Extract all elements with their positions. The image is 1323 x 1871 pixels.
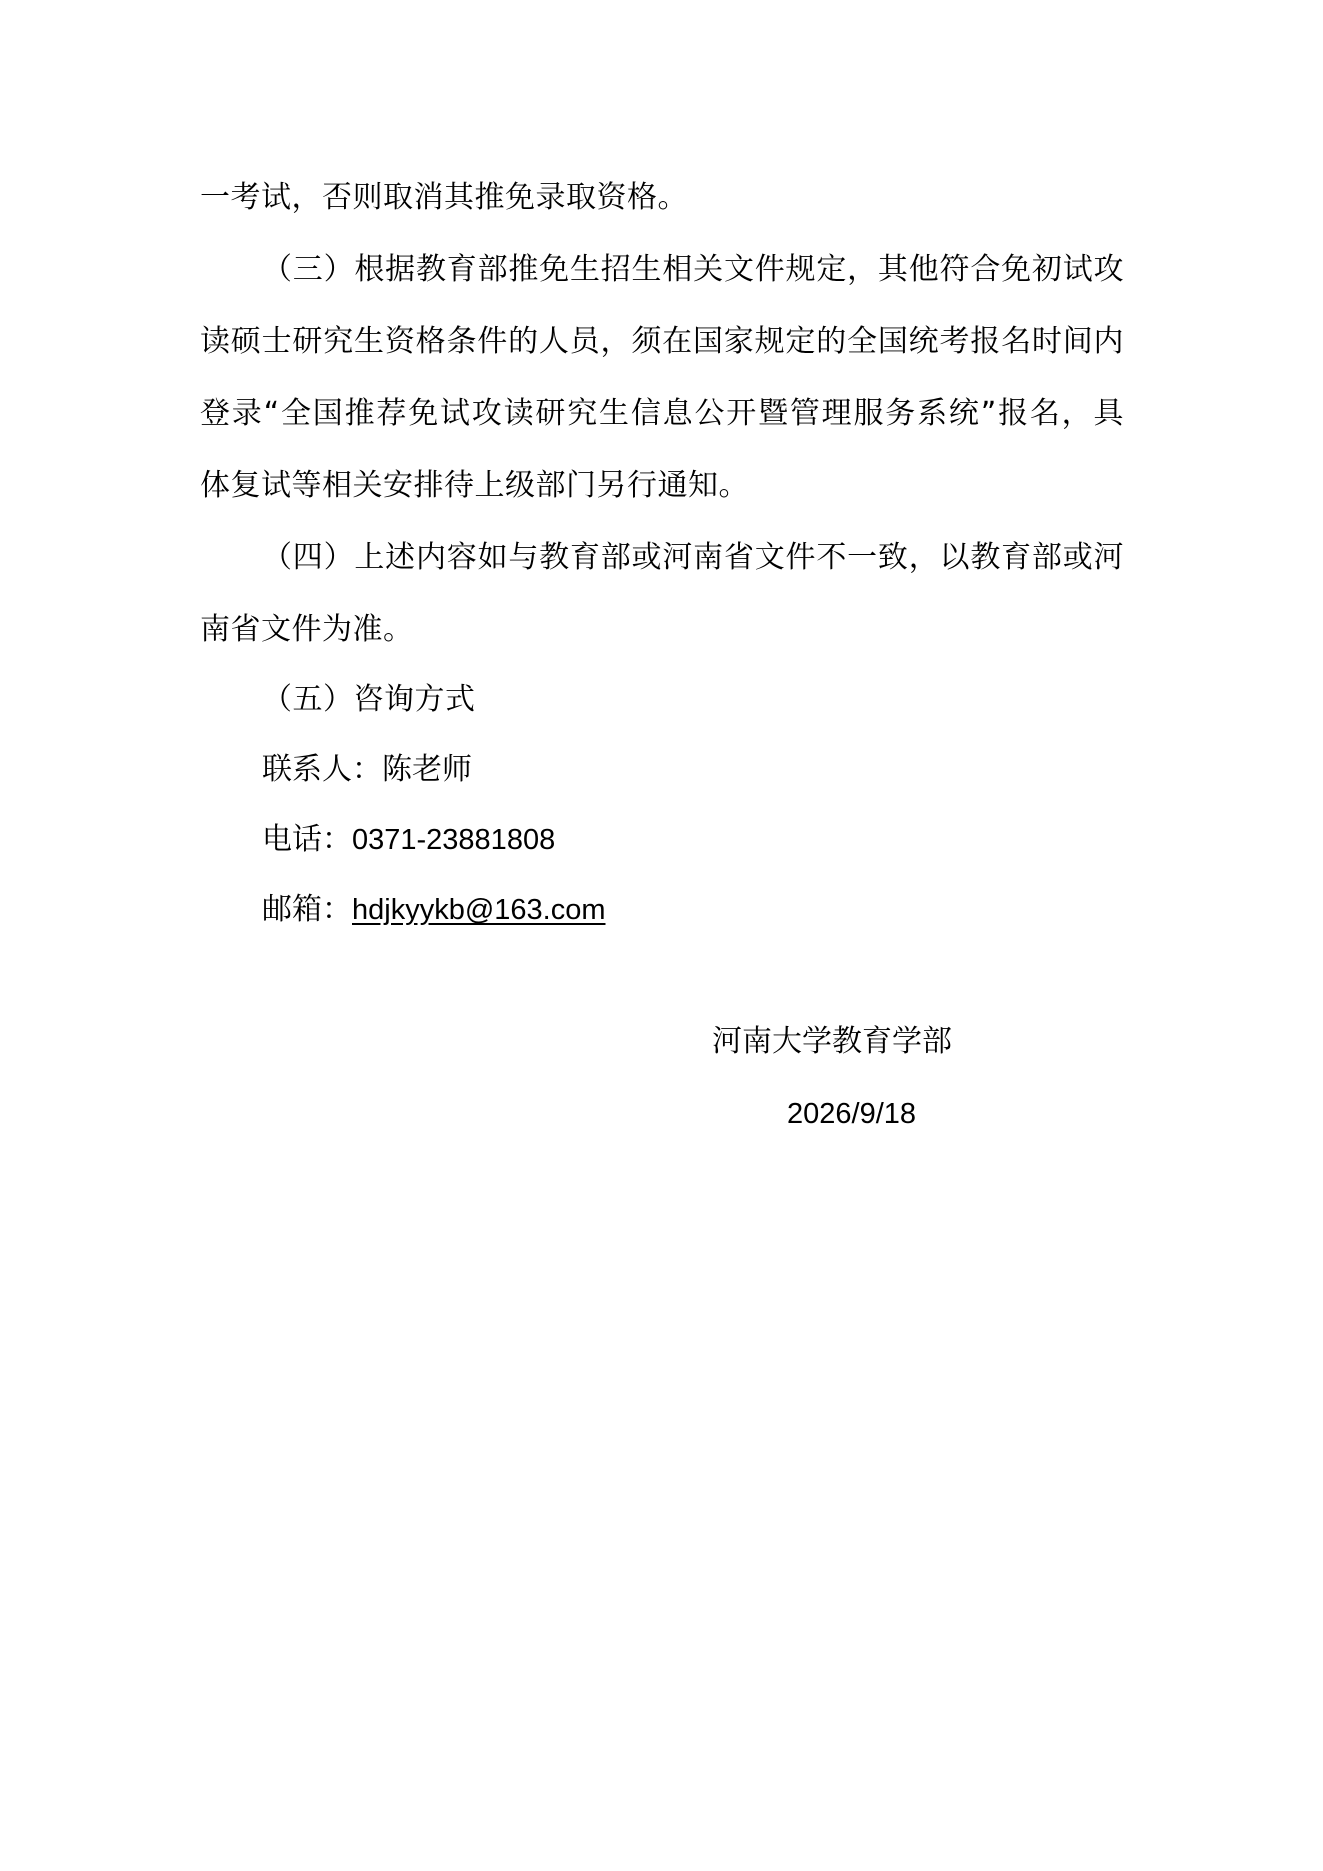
email-row <box>262 890 606 930</box>
item3-line-4: 体复试等相关安排待上级部门另行通知。 <box>200 468 749 503</box>
item4-line-1: （四）上述内容如与教育部或河南省文件不一致，以教育部或河 <box>262 540 1124 575</box>
item4-line-2: 南省文件为准。 <box>200 612 414 647</box>
email-link[interactable]: hdjkyykb@163.com <box>352 894 606 926</box>
email-label: 邮箱： <box>262 892 352 927</box>
continuation-line: 一考试，否则取消其推免录取资格。 <box>200 180 688 215</box>
item3-line-3: 登录“全国推荐免试攻读研究生信息公开暨管理服务系统”报名，具 <box>200 396 1124 431</box>
item3-line-1: （三）根据教育部推免生招生相关文件规定，其他符合免初试攻 <box>262 252 1124 287</box>
item5-heading: （五）咨询方式 <box>262 682 476 717</box>
contact-person-label: 联系人： <box>262 752 382 787</box>
signature-date: 2026/9/18 <box>787 1098 917 1130</box>
contact-person-row <box>262 750 472 790</box>
item3-line-2: 读硕士研究生资格条件的人员，须在国家规定的全国统考报名时间内 <box>200 324 1124 359</box>
contact-person-value: 陈老师 <box>382 752 472 787</box>
phone-row <box>262 820 555 860</box>
phone-value: 0371-23881808 <box>352 824 556 856</box>
signature-organization: 河南大学教育学部 <box>712 1024 952 1059</box>
phone-label: 电话： <box>262 822 352 857</box>
